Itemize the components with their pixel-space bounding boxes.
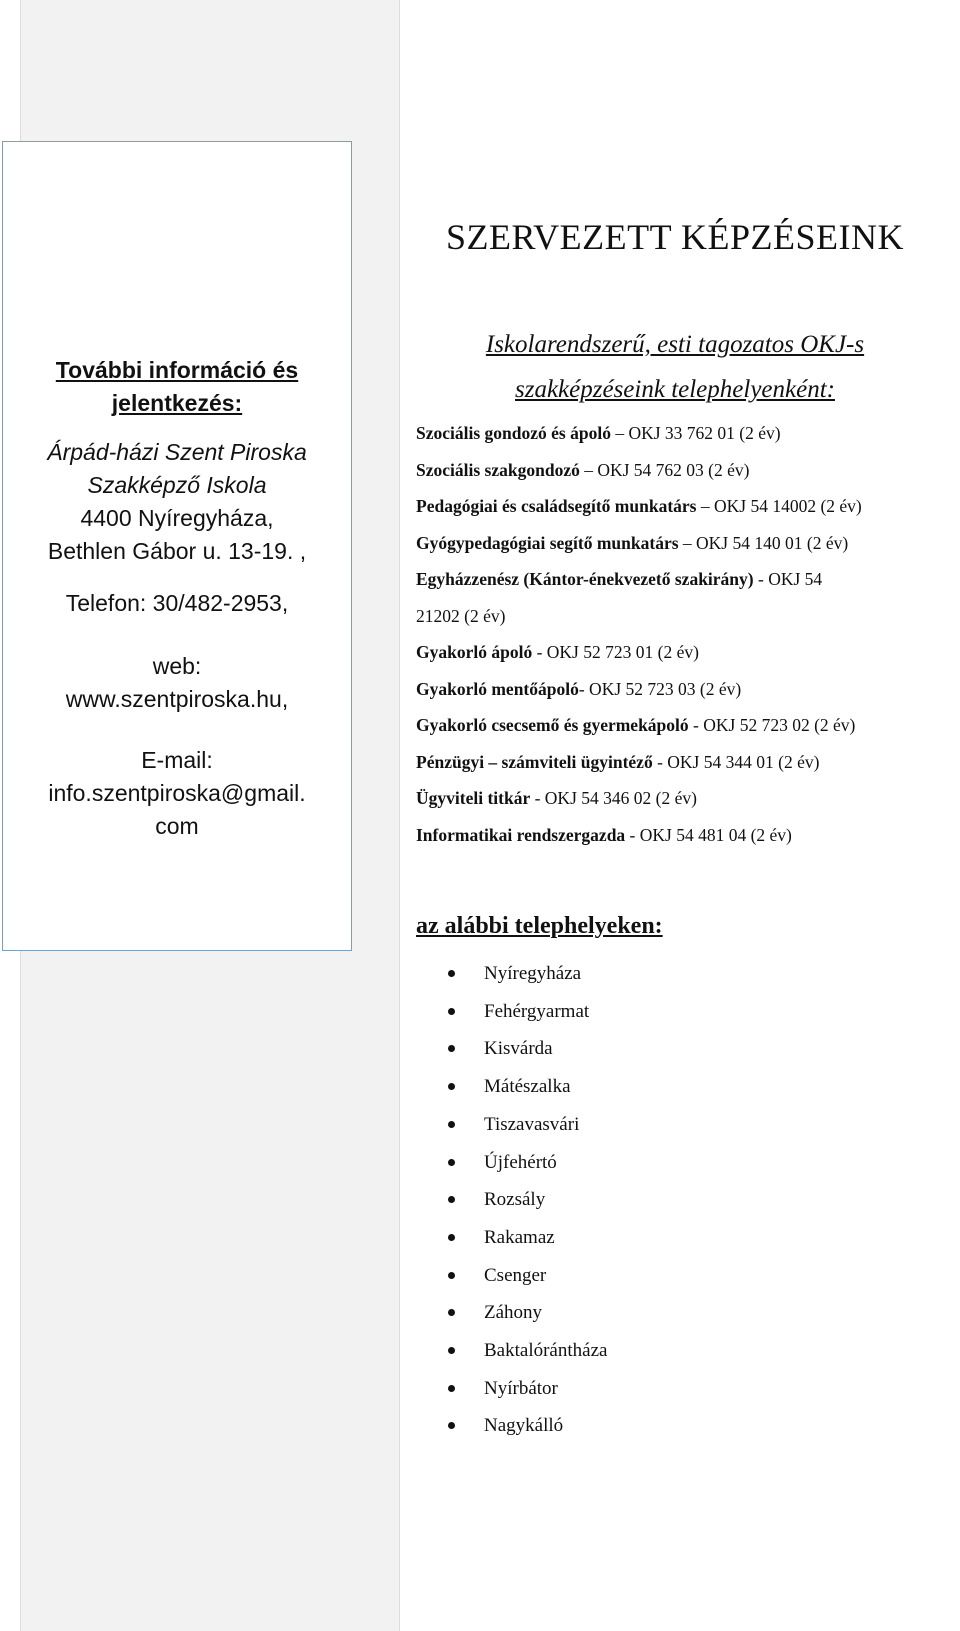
site-item	[448, 1219, 607, 1257]
course-code: - OKJ 52 723 02 (2 év)	[688, 715, 856, 735]
contact-info-box	[2, 141, 352, 951]
contact-heading-line: További információ és	[55, 357, 299, 383]
course-code: - OKJ 52 723 03 (2 év)	[578, 678, 742, 699]
site-item	[448, 993, 607, 1031]
email	[3, 744, 351, 843]
site-name: Újfehértó	[484, 1151, 557, 1173]
site-name: Csenger	[484, 1264, 547, 1286]
bullet-icon	[448, 1385, 455, 1392]
course-code: – OKJ 33 762 01 (2 év)	[610, 423, 781, 443]
school-address	[3, 436, 351, 568]
course-item	[416, 817, 956, 854]
site-item	[448, 1068, 607, 1106]
site-item	[448, 1407, 607, 1445]
course-item	[416, 452, 956, 489]
site-name: Rakamaz	[484, 1226, 555, 1248]
course-item	[416, 488, 956, 525]
address-line: 4400 Nyíregyháza,	[80, 505, 274, 531]
course-item	[416, 415, 956, 452]
course-code: - OKJ 54 346 02 (2 év)	[530, 788, 697, 808]
website-label: web:	[152, 653, 202, 679]
site-item	[448, 1257, 607, 1295]
bullet-icon	[448, 1422, 455, 1429]
site-item	[448, 1370, 607, 1408]
school-name: Szakképző Iskola	[87, 472, 267, 498]
course-item	[416, 561, 956, 598]
course-code: - OKJ 54 344 01 (2 év)	[652, 751, 820, 772]
course-code: - OKJ 54	[753, 569, 823, 589]
course-item	[416, 598, 956, 635]
bullet-icon	[448, 1083, 455, 1090]
course-code: – OKJ 54 14002 (2 év)	[696, 496, 862, 516]
bullet-icon	[448, 1121, 455, 1128]
website-link[interactable]: www.szentpiroska.hu,	[65, 686, 289, 712]
site-name: Tiszavasvári	[484, 1113, 580, 1135]
course-code: 21202 (2 év)	[416, 605, 506, 626]
bullet-icon	[448, 1196, 455, 1203]
bullet-icon	[448, 1159, 455, 1166]
course-code: - OKJ 54 481 04 (2 év)	[625, 824, 792, 845]
site-name: Nyírbátor	[484, 1377, 558, 1399]
course-name: Ügyviteli titkár	[416, 788, 531, 808]
site-item	[448, 1332, 607, 1370]
contact-heading	[3, 354, 351, 420]
site-name: Záhony	[484, 1302, 543, 1324]
school-name: Árpád-házi Szent Piroska	[47, 439, 307, 465]
bullet-icon	[448, 1347, 455, 1354]
site-name: Nagykálló	[484, 1415, 564, 1437]
course-item	[416, 525, 956, 562]
course-item	[416, 671, 956, 708]
phone-number: Telefon: 30/482-2953,	[65, 590, 289, 616]
site-item	[448, 1144, 607, 1182]
bullet-icon	[448, 970, 455, 977]
course-name: Gyógypedagógiai segítő munkatárs	[416, 532, 679, 553]
bullet-icon	[448, 1272, 455, 1279]
course-item	[416, 744, 956, 781]
courses-subheading	[400, 322, 950, 412]
site-item	[448, 1181, 607, 1219]
site-list	[448, 955, 607, 1445]
site-name: Fehérgyarmat	[484, 1000, 590, 1022]
course-list	[416, 415, 956, 853]
course-name: Pedagógiai és családsegítő munkatárs	[416, 496, 697, 516]
bullet-icon	[448, 1234, 455, 1241]
course-name: Szociális szakgondozó	[416, 459, 580, 480]
course-name: Gyakorló csecsemő és gyermekápoló	[416, 715, 689, 735]
course-code: – OKJ 54 140 01 (2 év)	[678, 532, 849, 553]
email-label: E-mail:	[141, 747, 213, 773]
site-item	[448, 1294, 607, 1332]
website	[3, 650, 351, 716]
course-item	[416, 707, 956, 744]
site-name: Mátészalka	[484, 1076, 571, 1098]
site-name: Kisvárda	[484, 1038, 553, 1060]
course-item	[416, 634, 956, 671]
email-link[interactable]: com	[155, 813, 199, 839]
site-name: Rozsály	[484, 1189, 546, 1211]
site-name: Baktalórántháza	[484, 1340, 608, 1362]
course-name: Pénzügyi – számviteli ügyintéző	[416, 751, 653, 772]
site-item	[448, 1106, 607, 1144]
subheading-line: Iskolarendszerű, esti tagozatos OKJ-s	[485, 331, 865, 358]
course-name: Gyakorló mentőápoló	[416, 678, 579, 699]
bullet-icon	[448, 1309, 455, 1316]
bullet-icon	[448, 1008, 455, 1015]
course-name: Gyakorló ápoló	[416, 642, 533, 662]
sites-heading: az alábbi telephelyeken:	[416, 913, 663, 939]
page-title: SZERVEZETT KÉPZÉSEINK	[446, 217, 904, 257]
course-name: Egyházzenész (Kántor-énekvezető szakirány)	[416, 569, 754, 589]
bullet-icon	[448, 1045, 455, 1052]
subheading-line: szakképzéseink telephelyenként:	[515, 376, 835, 403]
site-item	[448, 955, 607, 993]
email-link[interactable]: info.szentpiroska@gmail.	[48, 780, 306, 806]
course-name: Informatikai rendszergazda	[416, 824, 626, 845]
address-line: Bethlen Gábor u. 13-19. ,	[47, 538, 307, 564]
site-name: Nyíregyháza	[484, 963, 582, 984]
course-name: Szociális gondozó és ápoló	[416, 423, 611, 443]
course-item	[416, 780, 956, 817]
site-item	[448, 1030, 607, 1068]
course-code: - OKJ 52 723 01 (2 év)	[532, 642, 699, 662]
course-code: – OKJ 54 762 03 (2 év)	[579, 459, 750, 480]
contact-heading-line: jelentkezés:	[111, 390, 243, 416]
